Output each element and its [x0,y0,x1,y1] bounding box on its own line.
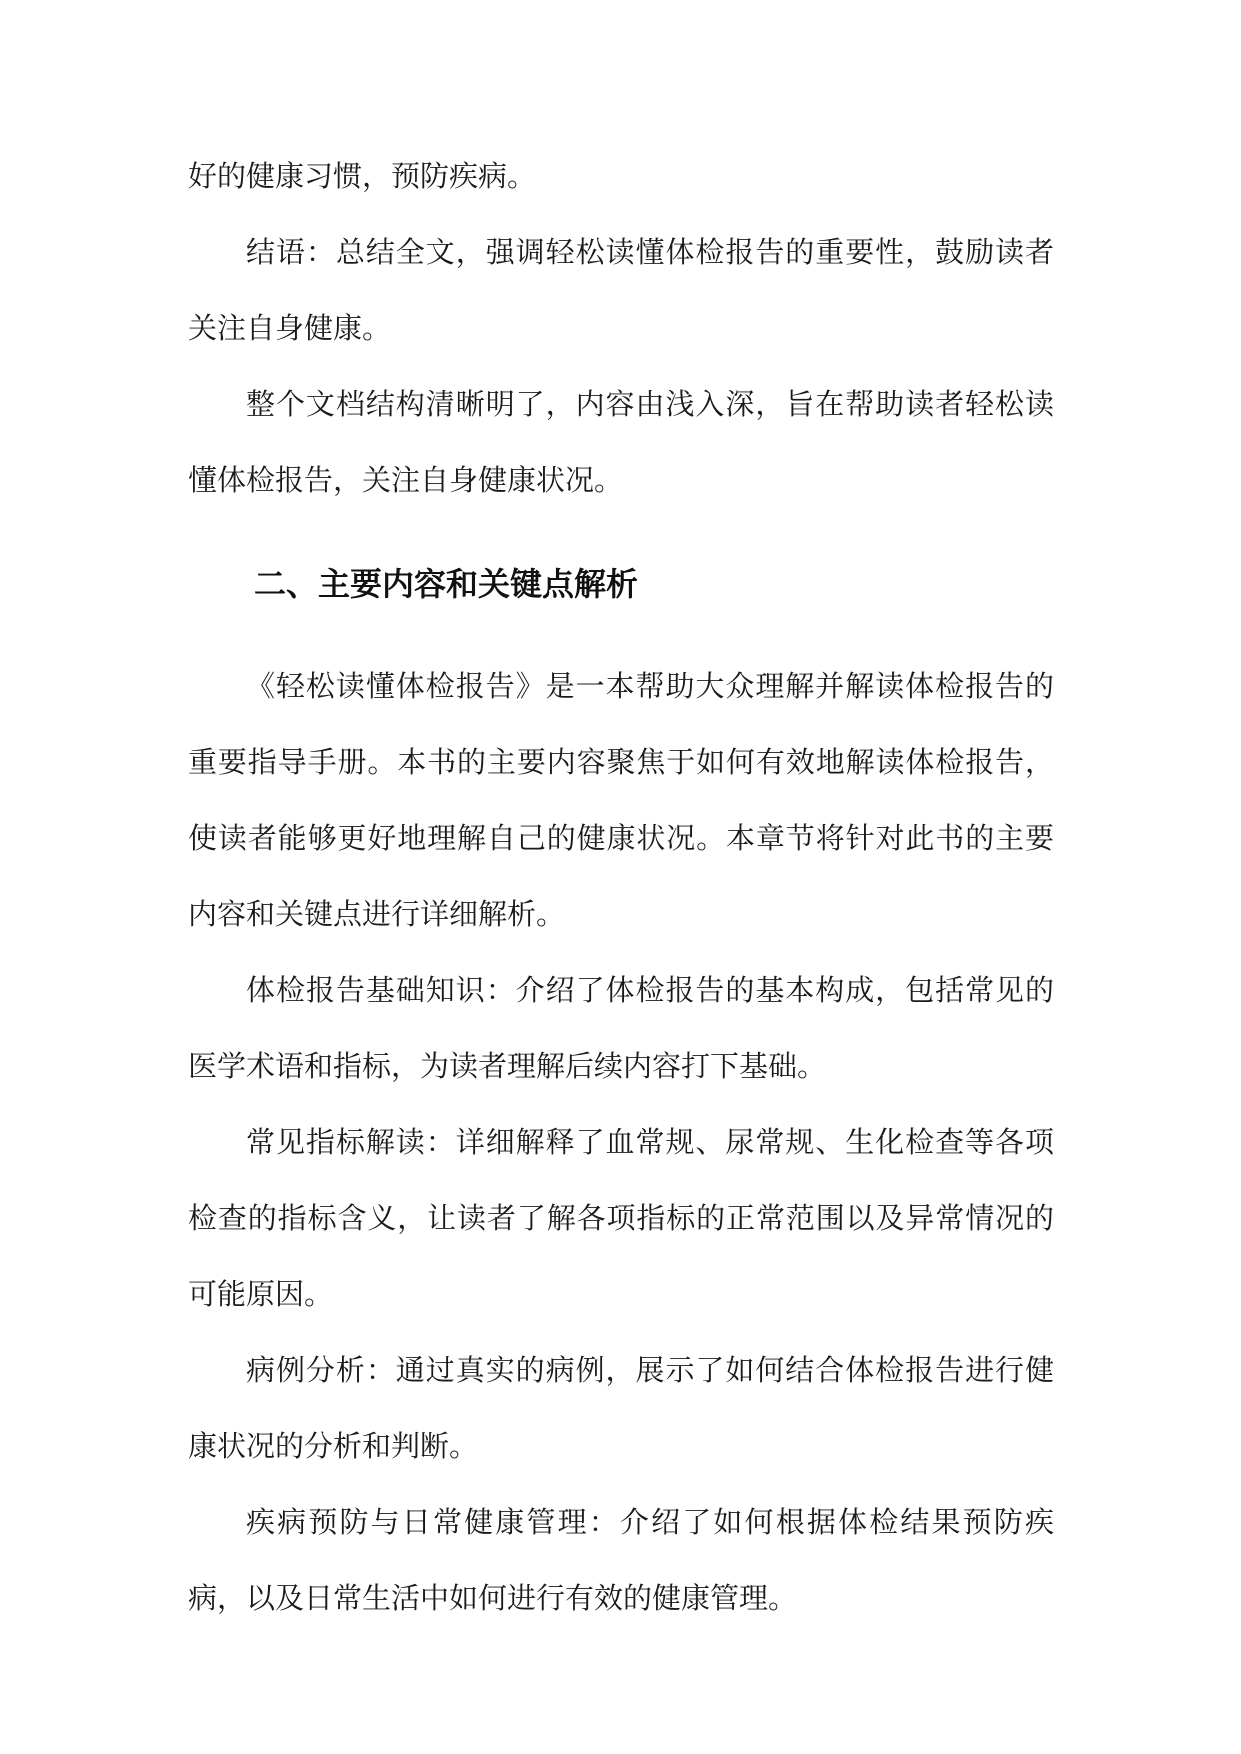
document-body [188,138,1054,1636]
section-heading: 二、主要内容和关键点解析 [254,565,639,603]
paragraph-indicator-reading: 常见指标解读：详细解释了血常规、尿常规、生化检查等各项检查的指标含义，让读者了解各项指标的正常范围以及异常情况的可能原因。 [188,1125,1054,1311]
paragraph-structure-summary: 整个文档结构清晰明了，内容由浅入深，旨在帮助读者轻松读懂体检报告，关注自身健康状况。 [188,387,1054,497]
paragraph-basic-knowledge: 体检报告基础知识：介绍了体检报告的基本构成，包括常见的医学术语和指标，为读者理解后续内容打下基础。 [188,973,1054,1083]
paragraph-conclusion: 结语：总结全文，强调轻松读懂体检报告的重要性，鼓励读者关注自身健康。 [188,235,1054,345]
paragraph-continuation: 好的健康习惯，预防疾病。 [188,159,537,193]
paragraph-case-analysis: 病例分析：通过真实的病例，展示了如何结合体检报告进行健康状况的分析和判断。 [188,1353,1054,1463]
paragraph-book-intro: 《轻松读懂体检报告》是一本帮助大众理解并解读体检报告的重要指导手册。本书的主要内容聚焦于如何有效地解读体检报告，使读者能够更好地理解自己的健康状况。本章节将针对此书的主要内容和关键点进行详细解析。 [188,669,1054,931]
paragraph-prevention-management: 疾病预防与日常健康管理：介绍了如何根据体检结果预防疾病，以及日常生活中如何进行有效的健康管理。 [188,1505,1054,1615]
